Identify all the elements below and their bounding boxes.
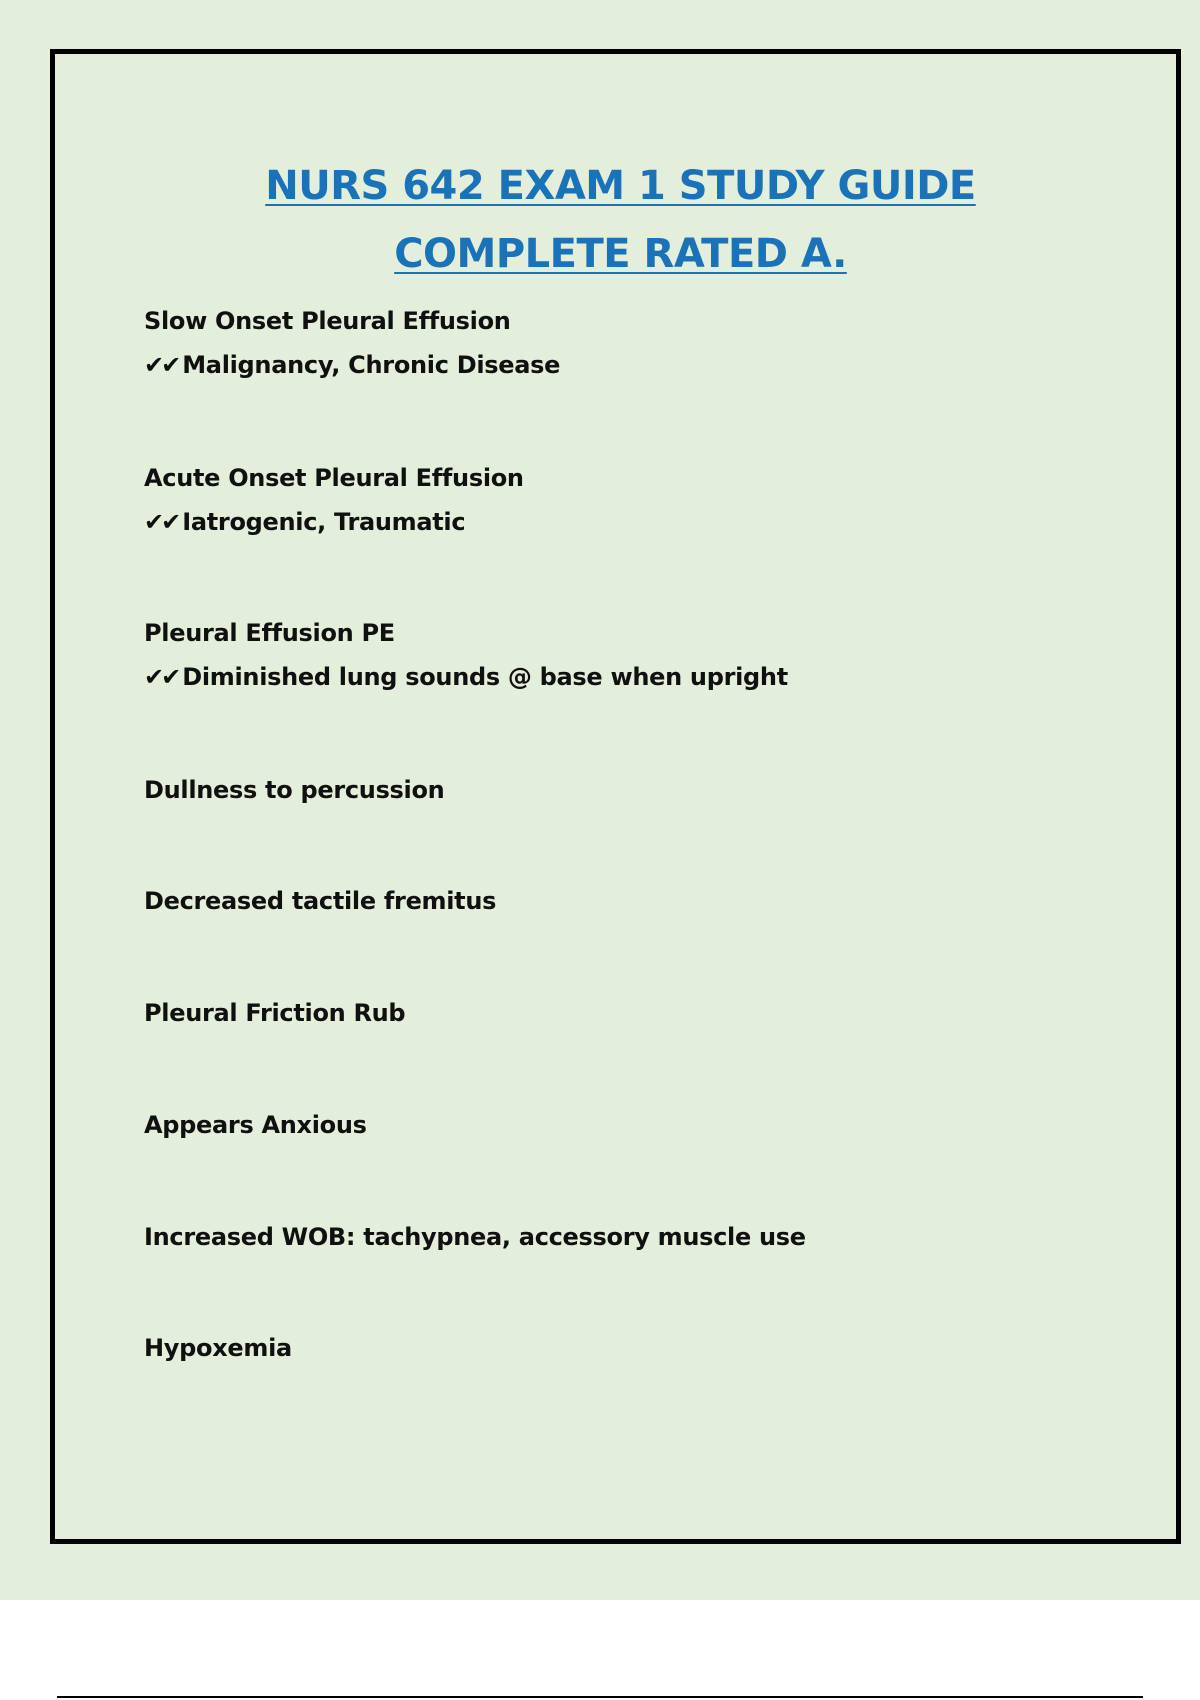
document-title [55, 152, 1186, 288]
entry-answer [144, 500, 524, 544]
flashcard-entry [144, 1103, 367, 1147]
page-footer [0, 1600, 1200, 1700]
entry-term: Slow Onset Pleural Effusion [144, 307, 511, 335]
title-line-2 [55, 220, 1186, 288]
entry-answer [144, 343, 560, 387]
entry-term: Dullness to percussion [144, 776, 445, 804]
entry-term: Pleural Friction Rub [144, 999, 406, 1027]
flashcard-entry [144, 1326, 292, 1370]
entry-term: Hypoxemia [144, 1334, 292, 1362]
flashcard-entry [144, 456, 524, 544]
flashcard-entry [144, 879, 496, 923]
flashcard-entry [144, 768, 444, 812]
entry-term: Increased WOB: tachypnea, accessory muscle use [144, 1223, 806, 1251]
double-check-icon: ✔✔ [144, 351, 179, 379]
flashcard-entry [144, 611, 788, 699]
flashcard-entry [144, 1215, 806, 1259]
entry-term: Pleural Effusion PE [144, 619, 395, 647]
title-line-2-text: COMPLETE RATED A. [394, 231, 847, 277]
title-line-1 [55, 152, 1186, 220]
entry-answer-text: Diminished lung sounds @ base when upright [182, 663, 788, 691]
content-frame [50, 49, 1181, 1544]
flashcard-entry [144, 299, 560, 387]
title-line-1-text: NURS 642 EXAM 1 STUDY GUIDE [265, 163, 976, 209]
entry-answer-text: Iatrogenic, Traumatic [182, 508, 466, 536]
entry-term: Acute Onset Pleural Effusion [144, 464, 524, 492]
entry-term: Appears Anxious [144, 1111, 367, 1139]
entry-answer-text: Malignancy, Chronic Disease [182, 351, 561, 379]
entry-answer [144, 655, 788, 699]
entry-term: Decreased tactile fremitus [144, 887, 497, 915]
double-check-icon: ✔✔ [144, 663, 179, 691]
double-check-icon: ✔✔ [144, 508, 179, 536]
footer-divider [57, 1696, 1143, 1698]
flashcard-entry [144, 991, 405, 1035]
